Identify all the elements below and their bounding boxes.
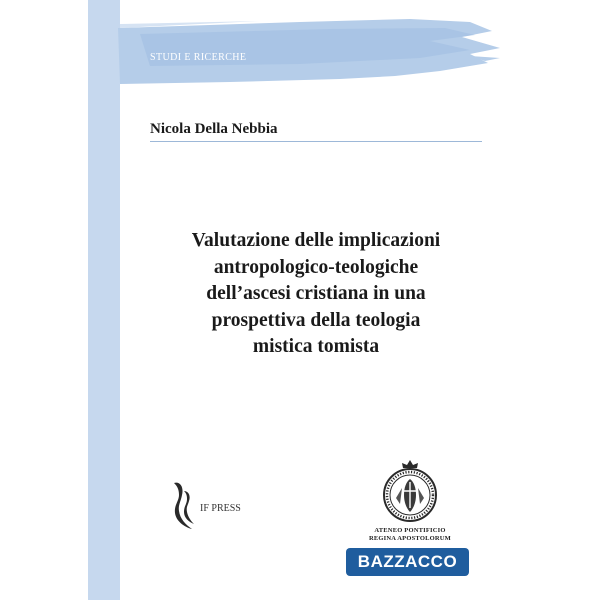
brush-stroke-banner (0, 0, 600, 110)
title-line: antropologico-teologiche (213, 256, 419, 278)
institution-mark (355, 458, 465, 548)
title-line: prospettiva della teologia (211, 309, 421, 331)
author-name: Nicola Della Nebbia (150, 121, 278, 137)
series-label: STUDI E RICERCHE (150, 52, 247, 63)
title-line: dell’ascesi cristiana in una (206, 283, 426, 304)
publisher-mark (170, 477, 260, 537)
title-line: mistica tomista (252, 336, 380, 357)
institution-name-line1: ATENEO PONTIFICIO (374, 527, 446, 534)
institution-name-line2: REGINA APOSTOLORUM (368, 535, 452, 542)
publisher-name: IF PRESS (200, 503, 241, 514)
book-title (150, 228, 482, 361)
author-divider (150, 141, 482, 142)
bazzacco-badge: BAZZACCO (346, 548, 469, 576)
title-line: Valutazione delle implicazioni (191, 230, 441, 251)
ateneo-seal-icon (382, 458, 438, 524)
if-press-logo-icon (170, 477, 196, 533)
